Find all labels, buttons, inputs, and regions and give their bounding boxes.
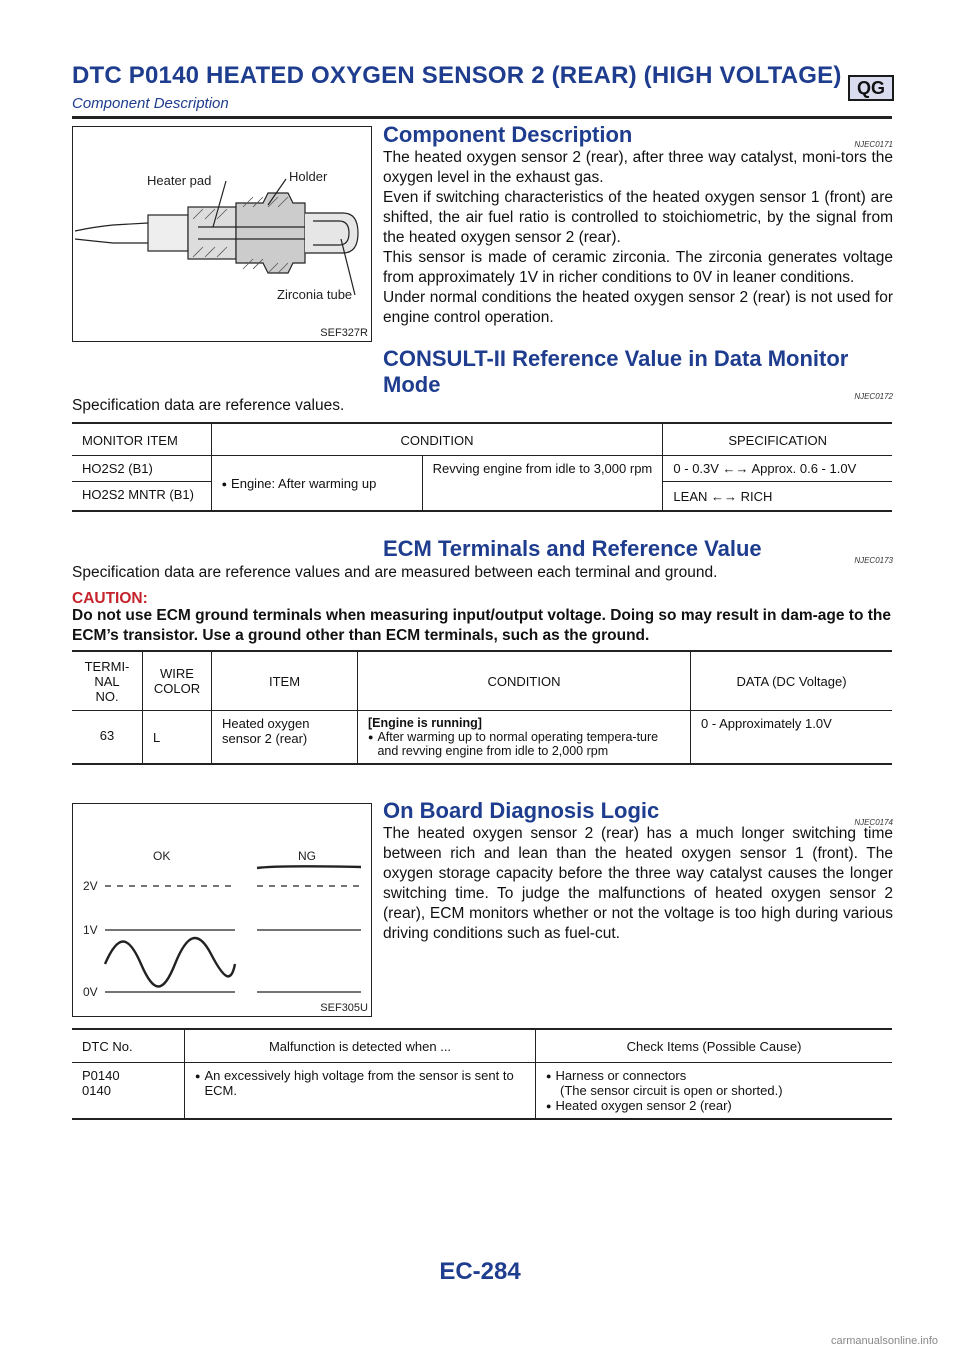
table-header: SPECIFICATION xyxy=(663,423,892,456)
table-cell: Heated oxygen sensor 2 (rear) xyxy=(212,711,358,765)
condition-bullet xyxy=(368,730,680,758)
sensor-figure xyxy=(72,126,372,342)
section-body: The heated oxygen sensor 2 (rear) has a much longer switching time between rich and lean than the heated oxygen sensor 1 (front). The oxygen storage capacity before the three way catalyst causes the longer switching time. To judge the malfunctions of heated oxygen sensor 2 (rear), ECM monitors whether or not the voltage is too high during various driving conditions such as fuel-cut. xyxy=(383,825,893,942)
table-cell: LEAN ←→ RICH xyxy=(663,482,892,512)
table-cell xyxy=(536,1063,893,1120)
paragraph: Even if switching characteristics of the heated oxygen sensor 1 (front) are shifted, the air fuel ratio is controlled to stoichiometric, by the signal from the heated oxygen sensor 2 (rear). xyxy=(383,189,893,246)
table-cell: Revving engine from idle to 3,000 rpm xyxy=(422,456,663,512)
table-header: DTC No. xyxy=(82,1039,133,1054)
section-code: NJEC0173 xyxy=(854,556,893,565)
obd-table xyxy=(72,1028,892,1120)
ng-label: NG xyxy=(298,849,316,863)
table-cell: L xyxy=(143,711,212,765)
paragraph: The heated oxygen sensor 2 (rear), after three way catalyst, moni-tors the oxygen level in the exhaust gas. xyxy=(383,149,893,186)
table-header: Check Items (Possible Cause) xyxy=(536,1029,893,1063)
caution-text: Do not use ECM ground terminals when measuring input/output voltage. Doing so may result in dam-age to the ECM’s transistor. Use a ground other than ECM terminals, such as the ground. xyxy=(72,607,891,644)
ecm-table xyxy=(72,650,892,765)
page-subtitle: Component Description xyxy=(72,95,229,112)
axis-1v: 1V xyxy=(83,923,98,937)
figure-label: SEF305U xyxy=(320,1002,368,1014)
table-cell xyxy=(211,456,422,512)
malfunction-bullet xyxy=(195,1068,525,1098)
table-header: MONITOR ITEM xyxy=(82,433,178,448)
malfunction-text: An excessively high voltage from the sensor is sent to ECM. xyxy=(204,1068,514,1098)
table-cell: HO2S2 MNTR (B1) xyxy=(82,487,194,502)
section-heading: On Board Diagnosis Logic xyxy=(383,798,660,823)
table-header: CONDITION xyxy=(211,423,663,456)
table-cell: 63 xyxy=(99,728,115,743)
table-cell: 0 - 0.3V ←→ Approx. 0.6 - 1.0V xyxy=(663,456,892,482)
consult-section xyxy=(383,346,893,401)
table-header: Malfunction is detected when ... xyxy=(185,1029,536,1063)
condition-main: ● Engine: After warming up xyxy=(222,476,377,491)
section-code: NJEC0171 xyxy=(854,140,893,149)
header-rule xyxy=(72,116,892,119)
section-heading: ECM Terminals and Reference Value xyxy=(383,536,762,561)
waveform-figure xyxy=(72,803,372,1017)
table-header: WIRE COLOR xyxy=(143,651,212,711)
callout-zirconia-tube: Zirconia tube xyxy=(277,287,353,302)
check-item-note: (The sensor circuit is open or shorted.) xyxy=(560,1083,783,1098)
callout-holder: Holder xyxy=(289,169,328,184)
watermark: carmanualsonline.info xyxy=(830,1335,938,1347)
table-cell: HO2S2 (B1) xyxy=(82,461,153,476)
paragraph: Under normal conditions the heated oxygen sensor 2 (rear) is not used for engine control operation. xyxy=(383,289,893,326)
axis-0v: 0V xyxy=(83,985,98,999)
page-title: DTC P0140 HEATED OXYGEN SENSOR 2 (REAR) (HIGH VOLTAGE) xyxy=(72,62,842,89)
table-header: CONDITION xyxy=(358,651,691,711)
table-header: TERMI-NAL NO. xyxy=(84,659,130,704)
consult-table xyxy=(72,422,892,512)
section-heading: Mode xyxy=(383,372,441,397)
dtc-code: P0140 xyxy=(82,1068,120,1083)
bullet-mark xyxy=(368,730,377,758)
section-code: NJEC0172 xyxy=(854,392,893,401)
figure-label: SEF327R xyxy=(320,327,368,339)
bullet-mark xyxy=(195,1068,204,1098)
ok-label: OK xyxy=(153,849,171,863)
dtc-code: 0140 xyxy=(82,1083,111,1098)
check-item: ● Harness or connectors xyxy=(546,1068,686,1083)
check-item: ● Heated oxygen sensor 2 (rear) xyxy=(546,1098,732,1113)
table-header: DATA (DC Voltage) xyxy=(691,651,893,711)
ecm-section xyxy=(383,536,893,565)
condition-text: After warming up to normal operating tempera-ture and revving engine from idle to 2,000 rpm xyxy=(377,730,659,758)
table-cell: 0 - Approximately 1.0V xyxy=(691,711,893,765)
obd-section xyxy=(383,798,893,944)
caution-label: CAUTION: xyxy=(72,590,148,607)
consult-note: Specification data are reference values. xyxy=(72,397,345,414)
condition-title: [Engine is running] xyxy=(368,716,482,730)
table-cell xyxy=(185,1063,536,1120)
section-code: NJEC0174 xyxy=(854,818,893,827)
table-cell xyxy=(358,711,691,765)
table-cell xyxy=(72,1063,185,1120)
section-heading: Component Description xyxy=(383,122,633,147)
ecm-note: Specification data are reference values and are measured between each terminal and ground. xyxy=(72,564,718,581)
component-description-section xyxy=(383,122,893,328)
section-body xyxy=(383,148,893,328)
callout-heater-pad: Heater pad xyxy=(147,173,212,188)
page-number: EC-284 xyxy=(439,1258,521,1285)
engine-badge: QG xyxy=(848,75,894,101)
waveform-drawing xyxy=(73,804,371,1016)
sensor-drawing xyxy=(73,127,371,341)
paragraph: This sensor is made of ceramic zirconia. The zirconia generates voltage from approximately 1V in richer conditions to 0V in leaner conditions. xyxy=(383,249,893,286)
section-heading: CONSULT-II Reference Value in Data Monitor xyxy=(383,346,849,371)
table-header: ITEM xyxy=(212,651,358,711)
axis-2v: 2V xyxy=(83,879,98,893)
